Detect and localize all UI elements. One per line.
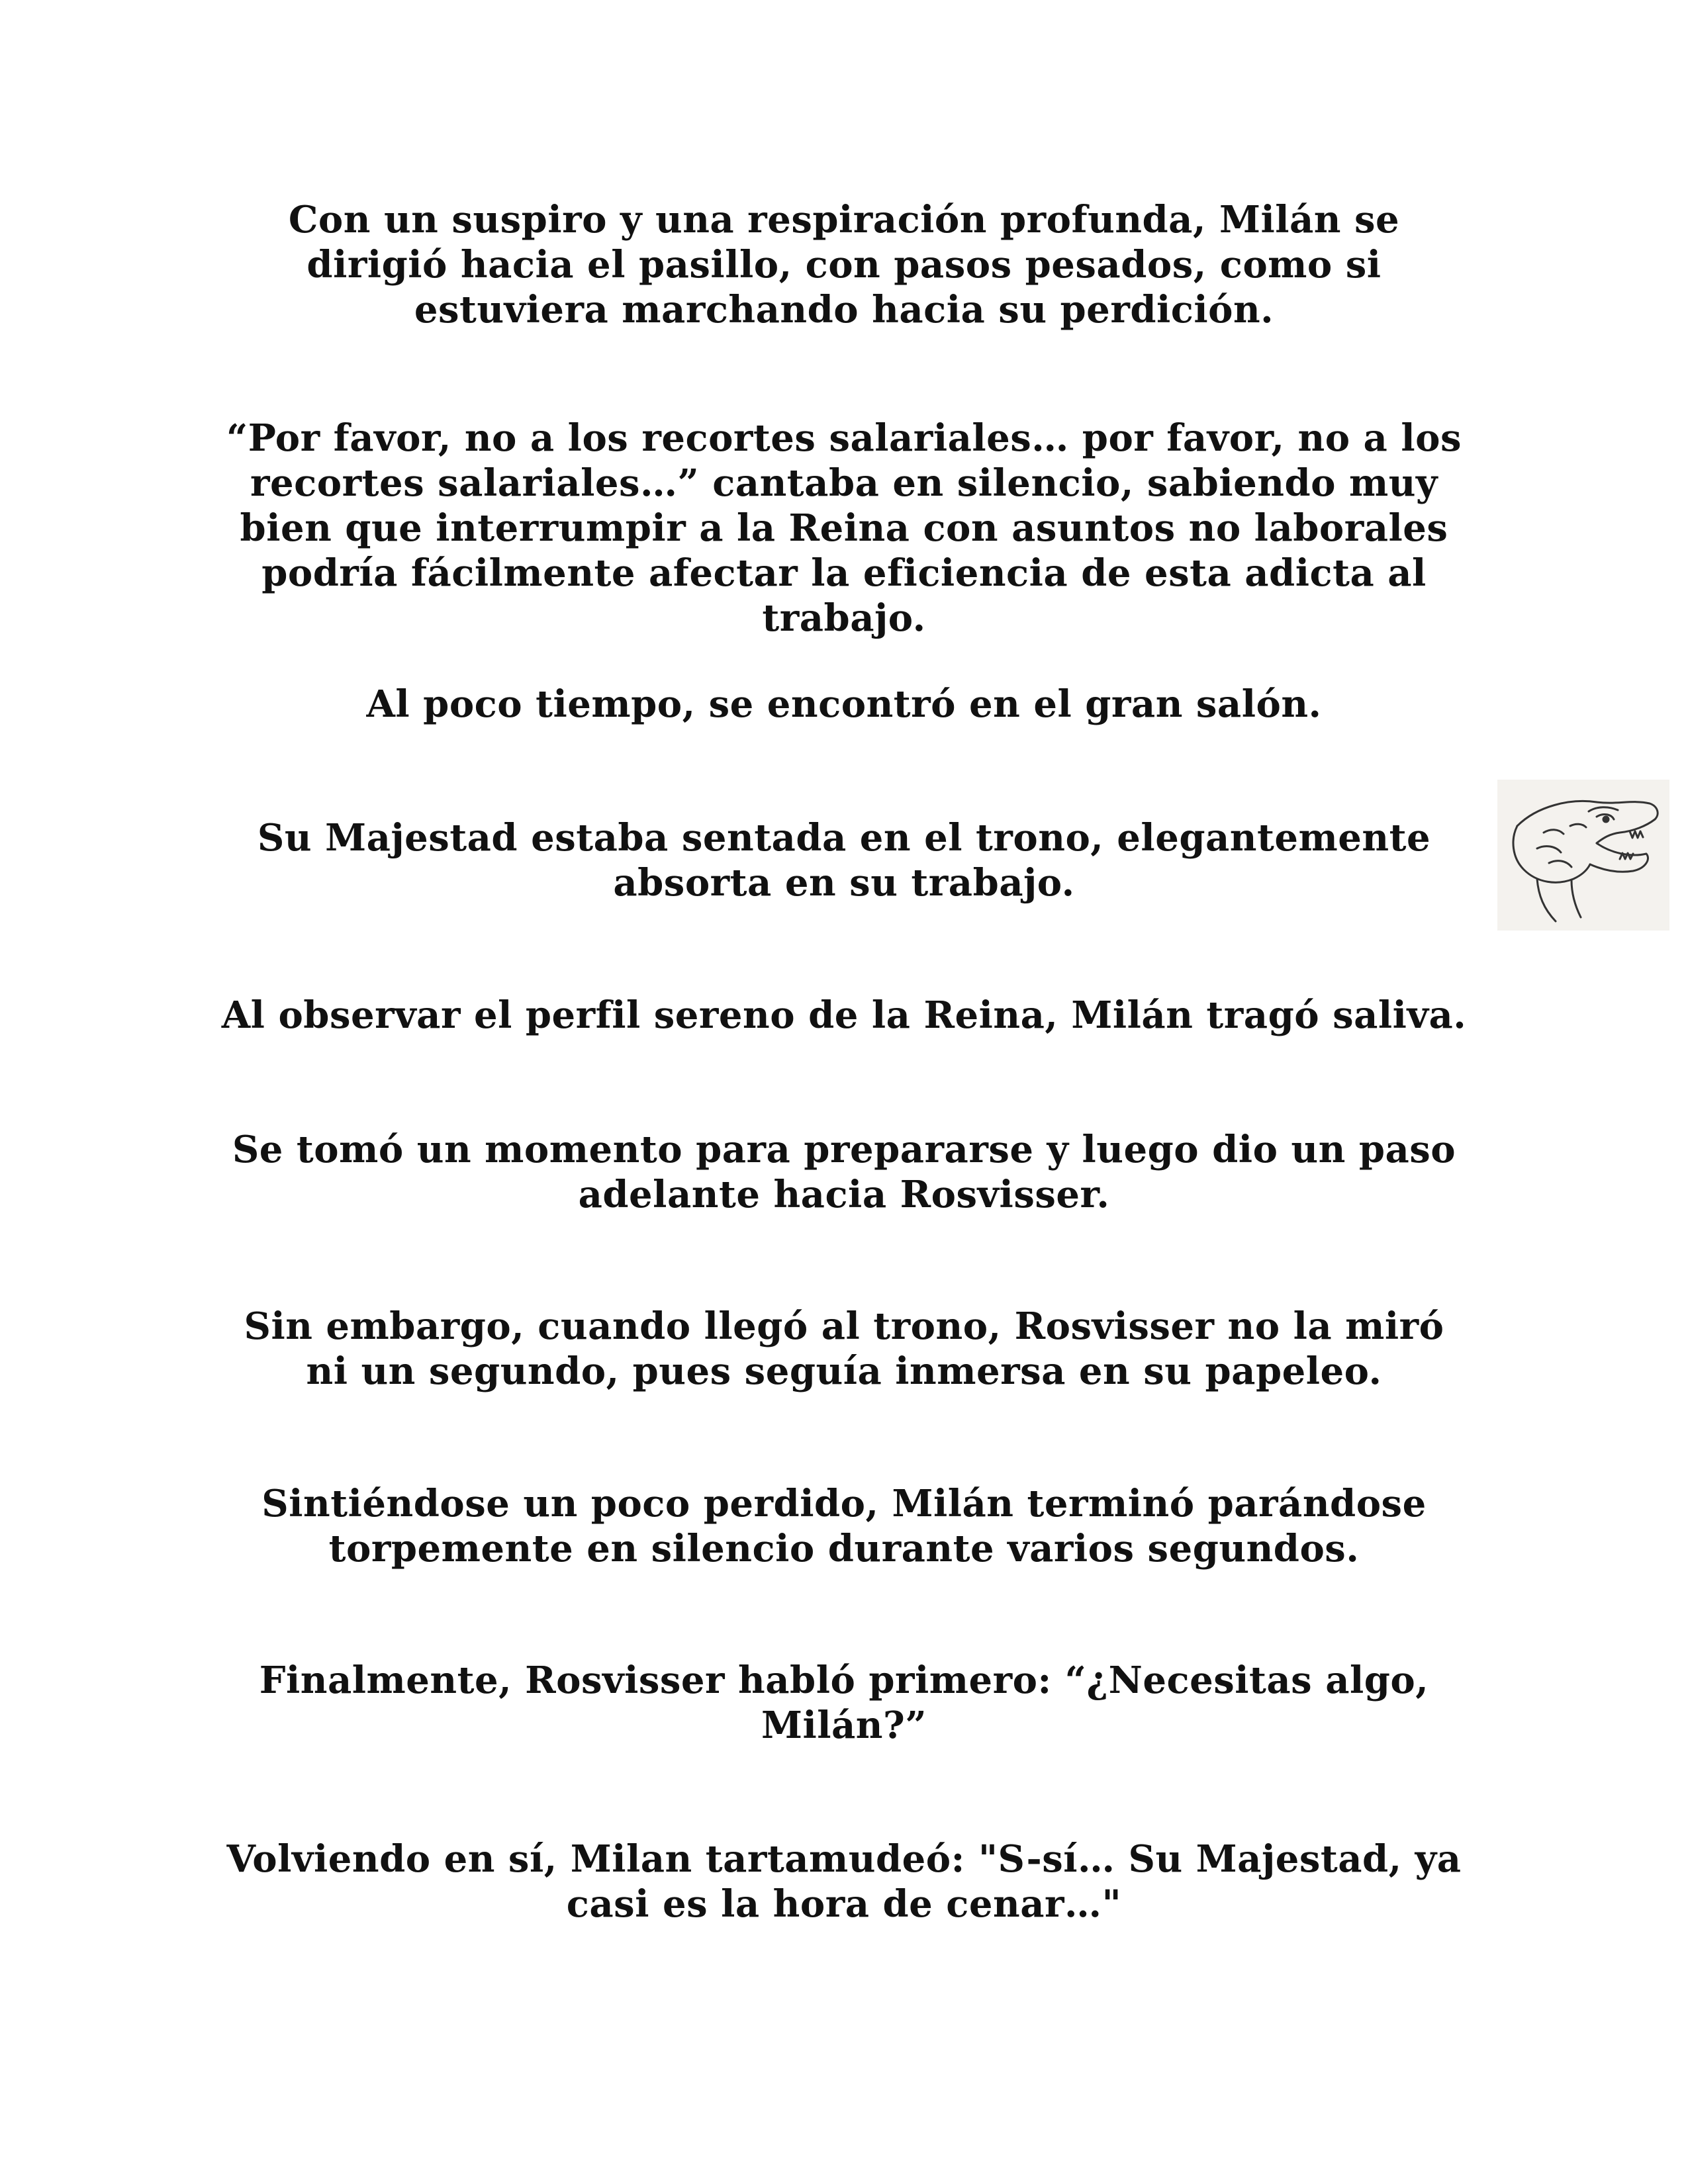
paragraph-9: Finalmente, Rosvisser habló primero: “¿Necesitas algo, Milán?” bbox=[259, 1659, 1429, 1747]
paragraph-4: Su Majestad estaba sentada en el trono, elegantemente absorta en su trabajo. bbox=[257, 816, 1431, 905]
paragraph-3: Al poco tiempo, se encontró en el gran salón. bbox=[366, 682, 1322, 726]
paragraph-5: Al observar el perfil sereno de la Reina, Milán tragó saliva. bbox=[221, 993, 1467, 1037]
paragraph-2: “Por favor, no a los recortes salariales… por favor, no a los recortes salariales…” cantaba en silencio, sabiendo muy bien que interrumpir a la Reina con asuntos no laborales podría fácilmente afectar la eficiencia de esta adicta al trabajo. bbox=[226, 416, 1462, 640]
paragraph-6: Se tomó un momento para prepararse y luego dio un paso adelante hacia Rosvisser. bbox=[232, 1128, 1456, 1216]
paragraph-7: Sin embargo, cuando llegó al trono, Rosvisser no la miró ni un segundo, pues seguía inmersa en su papeleo. bbox=[244, 1304, 1444, 1393]
paragraph-10: Volviendo en sí, Milan tartamudeó: "S-sí… Su Majestad, ya casi es la hora de cenar…" bbox=[226, 1837, 1462, 1926]
paragraph-1: Con un suspiro y una respiración profunda, Milán se dirigió hacia el pasillo, con pasos pesados, como si estuviera marchando hacia su perdición. bbox=[288, 198, 1400, 332]
paragraph-8: Sintiéndose un poco perdido, Milán terminó parándose torpemente en silencio durante varios segundos. bbox=[261, 1482, 1427, 1570]
dinosaur-head-icon bbox=[1497, 780, 1669, 931]
